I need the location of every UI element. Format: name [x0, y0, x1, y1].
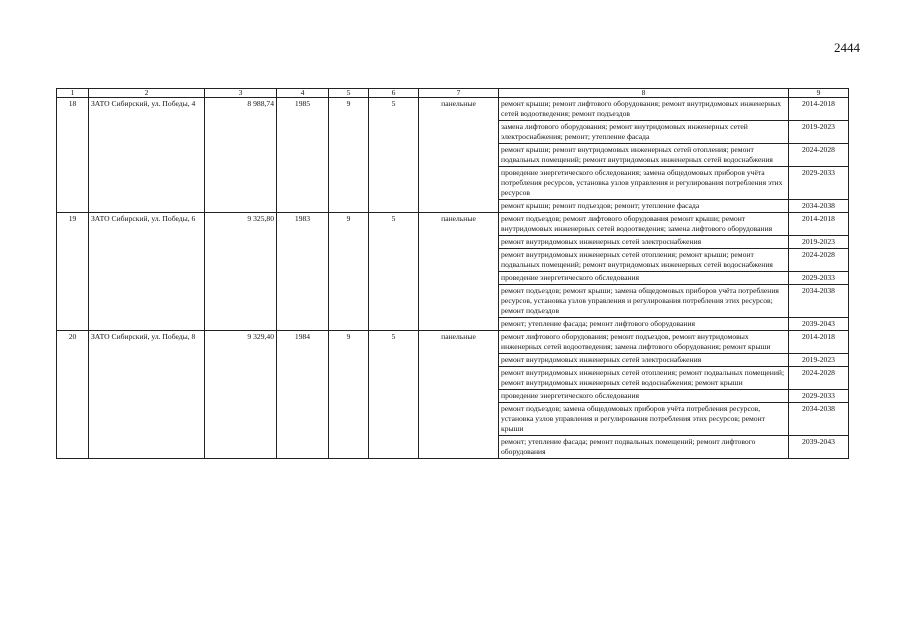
- work-description: ремонт подъездов; ремонт крыши; замена общедомовых приборов учёта потребления ресурсов, установка узлов управления и регулирования потребления этих ресурсов; ремонт подъездов: [499, 285, 789, 318]
- wall-material: панельные: [419, 331, 499, 459]
- entrances-count: 5: [369, 98, 419, 213]
- row-number: 20: [57, 331, 89, 459]
- work-period: 2029-2033: [789, 390, 849, 403]
- build-year: 1985: [277, 98, 329, 213]
- row-number: 19: [57, 213, 89, 331]
- build-year: 1984: [277, 331, 329, 459]
- build-year: 1983: [277, 213, 329, 331]
- header-cell: 8: [499, 89, 789, 98]
- work-period: 2019-2023: [789, 236, 849, 249]
- work-description: ремонт внутридомовых инженерных сетей электроснабжения: [499, 354, 789, 367]
- work-description: ремонт подъездов; ремонт лифтового оборудования ремонт крыши; ремонт внутридомовых инженерных сетей водоотведения; замена лифтового оборудования: [499, 213, 789, 236]
- floors-count: 9: [329, 331, 369, 459]
- work-period: 2019-2023: [789, 121, 849, 144]
- work-period: 2014-2018: [789, 98, 849, 121]
- work-description: ремонт внутридомовых инженерных сетей электроснабжения: [499, 236, 789, 249]
- table-row: [57, 213, 849, 236]
- work-period: 2024-2028: [789, 144, 849, 167]
- housing-register-table: [56, 88, 849, 459]
- work-description: ремонт; утепление фасада; ремонт подвальных помещений; ремонт лифтового оборудования: [499, 436, 789, 459]
- work-period: 2029-2033: [789, 167, 849, 200]
- header-cell: 3: [205, 89, 277, 98]
- work-period: 2014-2018: [789, 213, 849, 236]
- entrances-count: 5: [369, 331, 419, 459]
- work-period: 2019-2023: [789, 354, 849, 367]
- work-description: ремонт крыши; ремонт лифтового оборудования; ремонт внутридомовых инженерных сетей водоотведения; ремонт подъездов: [499, 98, 789, 121]
- wall-material: панельные: [419, 213, 499, 331]
- header-cell: 9: [789, 89, 849, 98]
- row-number: 18: [57, 98, 89, 213]
- work-period: 2024-2028: [789, 249, 849, 272]
- header-cell: 2: [89, 89, 205, 98]
- total-area: 8 988,74: [205, 98, 277, 213]
- header-cell: 4: [277, 89, 329, 98]
- work-description: ремонт внутридомовых инженерных сетей отопления; ремонт крыши; ремонт подвальных помещений; ремонт внутридомовых инженерных сетей водоснабжения: [499, 249, 789, 272]
- header-row: [57, 89, 849, 98]
- work-period: 2034-2038: [789, 200, 849, 213]
- work-period: 2024-2028: [789, 367, 849, 390]
- entrances-count: 5: [369, 213, 419, 331]
- work-period: 2034-2038: [789, 285, 849, 318]
- work-description: ремонт подъездов; замена общедомовых приборов учёта потребления ресурсов, установка узлов управления и регулирования потребления этих ресурсов; ремонт крыши: [499, 403, 789, 436]
- table-row: [57, 98, 849, 121]
- total-area: 9 325,80: [205, 213, 277, 331]
- header-cell: 7: [419, 89, 499, 98]
- work-description: замена лифтового оборудования; ремонт внутридомовых инженерных сетей электроснабжения; ремонт; утепление фасада: [499, 121, 789, 144]
- work-period: 2029-2033: [789, 272, 849, 285]
- page-number: 2444: [834, 40, 860, 55]
- work-description: проведение энергетического обследования: [499, 272, 789, 285]
- work-description: ремонт лифтового оборудования; ремонт подъездов, ремонт внутридомовых инженерных сетей водоотведения; замена лифтового оборудования; ремонт крыши: [499, 331, 789, 354]
- header-cell: 6: [369, 89, 419, 98]
- table-row: [57, 331, 849, 354]
- address: ЗАТО Сибирский, ул. Победы, 4: [89, 98, 205, 213]
- work-description: проведение энергетического обследования; замена общедомовых приборов учёта потребления ресурсов, установка узлов управления и регулирования потребления этих ресурсов: [499, 167, 789, 200]
- work-description: проведение энергетического обследования: [499, 390, 789, 403]
- work-description: ремонт внутридомовых инженерных сетей отопления; ремонт подвальных помещений; ремонт внутридомовых инженерных сетей водоснабжения; ремонт крыши: [499, 367, 789, 390]
- floors-count: 9: [329, 213, 369, 331]
- header-cell: 5: [329, 89, 369, 98]
- work-period: 2039-2043: [789, 436, 849, 459]
- work-period: 2039-2043: [789, 318, 849, 331]
- wall-material: панельные: [419, 98, 499, 213]
- work-description: ремонт; утепление фасада; ремонт лифтового оборудования: [499, 318, 789, 331]
- address: ЗАТО Сибирский, ул. Победы, 6: [89, 213, 205, 331]
- work-period: 2034-2038: [789, 403, 849, 436]
- floors-count: 9: [329, 98, 369, 213]
- work-description: ремонт крыши; ремонт подъездов; ремонт; утепление фасада: [499, 200, 789, 213]
- work-period: 2014-2018: [789, 331, 849, 354]
- address: ЗАТО Сибирский, ул. Победы, 8: [89, 331, 205, 459]
- work-description: ремонт крыши; ремонт внутридомовых инженерных сетей отопления; ремонт подвальных помещений; ремонт внутридомовых инженерных сетей водоснабжения: [499, 144, 789, 167]
- total-area: 9 329,40: [205, 331, 277, 459]
- header-cell: 1: [57, 89, 89, 98]
